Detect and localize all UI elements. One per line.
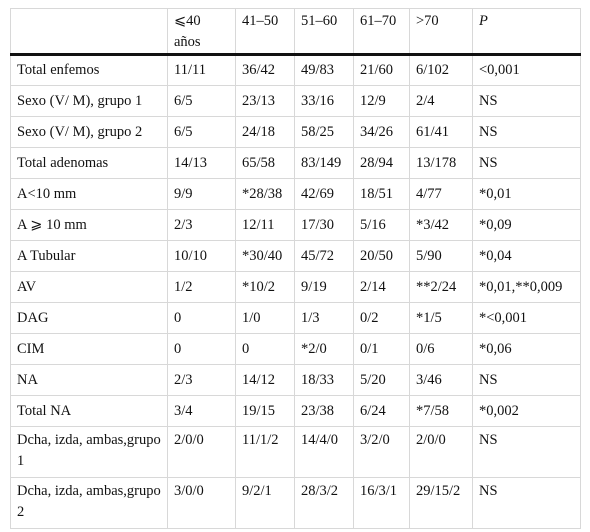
table-cell: 45/72 [295,241,354,272]
table-container [10,8,581,529]
table-cell: NS [473,478,581,529]
table-cell: *0,01,**0,009 [473,272,581,303]
table-cell: <0,001 [473,55,581,86]
table-cell: *2/0 [295,334,354,365]
table-cell: NS [473,86,581,117]
table-cell: 9/9 [168,179,236,210]
table-cell: 0 [168,334,236,365]
table-cell: 34/26 [354,117,410,148]
header-cell-p: P [473,9,581,55]
table-cell: 11/1/2 [236,427,295,478]
row-label: Dcha, izda, ambas,grupo 1 [11,427,168,478]
table-row [11,148,581,179]
table-cell: 4/77 [410,179,473,210]
table-cell: *28/38 [236,179,295,210]
row-label: Sexo (V/ M), grupo 1 [11,86,168,117]
table-cell: 6/102 [410,55,473,86]
table-cell: 42/69 [295,179,354,210]
table-cell: 36/42 [236,55,295,86]
table-cell: 14/13 [168,148,236,179]
table-row [11,334,581,365]
table-cell: 3/2/0 [354,427,410,478]
table-cell: 2/14 [354,272,410,303]
row-label: A<10 mm [11,179,168,210]
table-row [11,396,581,427]
table-cell: 83/149 [295,148,354,179]
row-label: AV [11,272,168,303]
table-cell: 0 [168,303,236,334]
table-cell: 2/0/0 [410,427,473,478]
table-cell: NS [473,365,581,396]
row-label: Sexo (V/ M), grupo 2 [11,117,168,148]
table-cell: 14/4/0 [295,427,354,478]
row-label: Total enfemos [11,55,168,86]
table-row [11,55,581,86]
table-cell: 17/30 [295,210,354,241]
table-cell: 13/178 [410,148,473,179]
table-cell: 0/1 [354,334,410,365]
table-row [11,478,581,529]
table-cell: 33/16 [295,86,354,117]
table-row [11,272,581,303]
table-cell: *<0,001 [473,303,581,334]
table-cell: *0,002 [473,396,581,427]
data-table [10,8,581,529]
row-label: Total adenomas [11,148,168,179]
table-cell: NS [473,148,581,179]
table-cell: 14/12 [236,365,295,396]
table-row [11,210,581,241]
table-cell: 2/4 [410,86,473,117]
table-cell: *30/40 [236,241,295,272]
table-cell: 24/18 [236,117,295,148]
header-cell: ⩽40 años [168,9,236,55]
table-cell: NS [473,117,581,148]
table-cell: *0,09 [473,210,581,241]
row-label: Dcha, izda, ambas,grupo 2 [11,478,168,529]
table-cell: 1/0 [236,303,295,334]
table-cell: 28/3/2 [295,478,354,529]
table-cell: 49/83 [295,55,354,86]
table-cell: 9/2/1 [236,478,295,529]
table-cell: 5/20 [354,365,410,396]
table-cell: 0/6 [410,334,473,365]
table-cell: 20/50 [354,241,410,272]
table-cell: 23/38 [295,396,354,427]
row-label: A Tubular [11,241,168,272]
table-cell: 0/2 [354,303,410,334]
table-cell: *0,06 [473,334,581,365]
table-cell: 21/60 [354,55,410,86]
header-cell [11,9,168,55]
table-cell: 1/2 [168,272,236,303]
row-label: Total NA [11,396,168,427]
table-cell: 0 [236,334,295,365]
table-cell: *3/42 [410,210,473,241]
header-row [11,9,581,55]
table-cell: 18/51 [354,179,410,210]
table-cell: 2/0/0 [168,427,236,478]
table-cell: 58/25 [295,117,354,148]
table-cell: *0,04 [473,241,581,272]
table-cell: 19/15 [236,396,295,427]
table-body [11,55,581,529]
row-label: CIM [11,334,168,365]
table-row [11,241,581,272]
table-header [11,9,581,55]
table-cell: 5/90 [410,241,473,272]
table-row [11,427,581,478]
table-cell: 5/16 [354,210,410,241]
table-cell: 18/33 [295,365,354,396]
row-label: DAG [11,303,168,334]
table-cell: *7/58 [410,396,473,427]
table-cell: 11/11 [168,55,236,86]
header-cell: 51–60 [295,9,354,55]
table-cell: **2/24 [410,272,473,303]
table-cell: 6/24 [354,396,410,427]
table-row [11,117,581,148]
table-row [11,179,581,210]
table-cell: 16/3/1 [354,478,410,529]
table-cell: 12/11 [236,210,295,241]
table-cell: 29/15/2 [410,478,473,529]
table-cell: 61/41 [410,117,473,148]
table-cell: 65/58 [236,148,295,179]
table-cell: NS [473,427,581,478]
header-cell: 61–70 [354,9,410,55]
table-cell: *1/5 [410,303,473,334]
table-cell: 12/9 [354,86,410,117]
table-cell: 28/94 [354,148,410,179]
table-cell: 3/46 [410,365,473,396]
table-cell: 23/13 [236,86,295,117]
table-cell: *0,01 [473,179,581,210]
table-row [11,303,581,334]
table-cell: 2/3 [168,210,236,241]
header-cell: 41–50 [236,9,295,55]
table-cell: 1/3 [295,303,354,334]
table-row [11,86,581,117]
table-cell: 6/5 [168,117,236,148]
table-row [11,365,581,396]
row-label: NA [11,365,168,396]
table-cell: 3/4 [168,396,236,427]
table-cell: 6/5 [168,86,236,117]
table-cell: 2/3 [168,365,236,396]
row-label: A ⩾ 10 mm [11,210,168,241]
table-cell: *10/2 [236,272,295,303]
header-cell: >70 [410,9,473,55]
table-cell: 10/10 [168,241,236,272]
table-cell: 3/0/0 [168,478,236,529]
table-cell: 9/19 [295,272,354,303]
